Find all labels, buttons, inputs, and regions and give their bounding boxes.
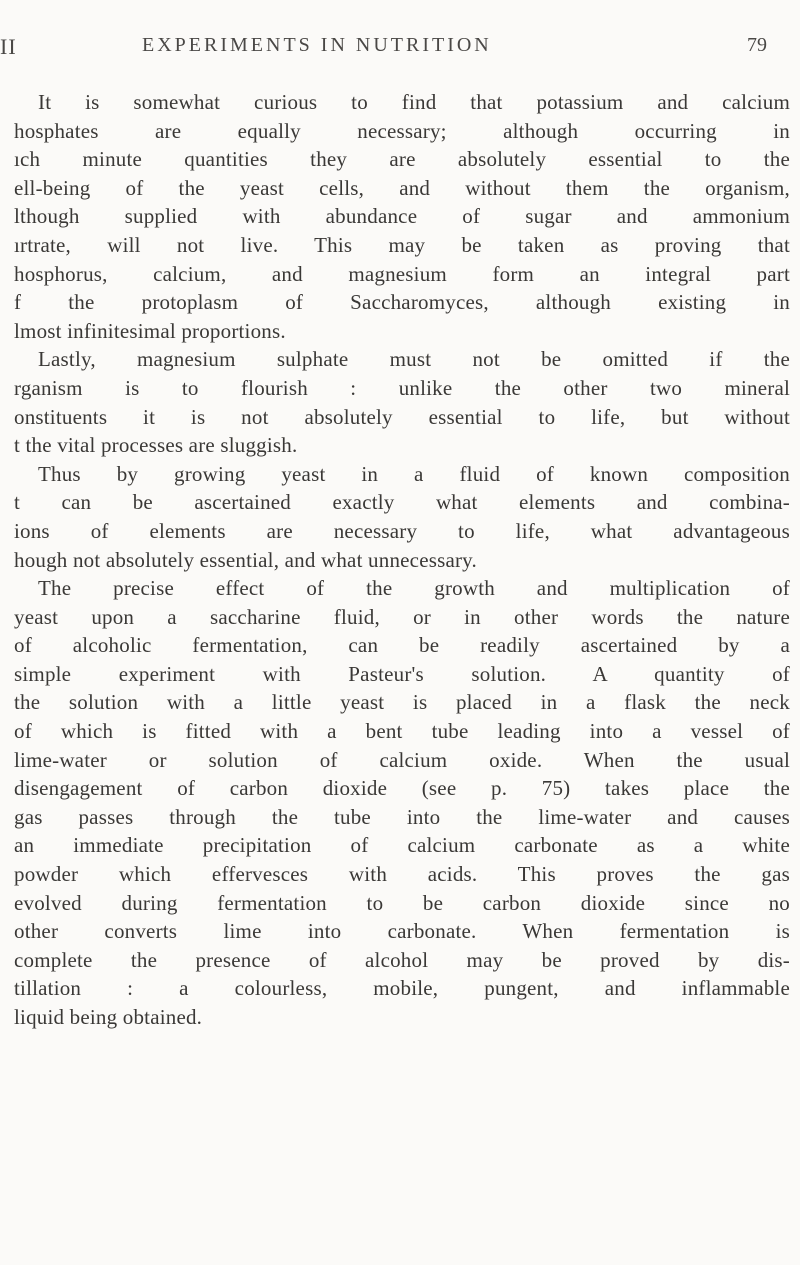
text-line: hosphorus, calcium, and magnesium form an integral part — [14, 261, 790, 286]
text-line: t the vital processes are sluggish. — [14, 433, 298, 458]
text-line: tillation : a colourless, mobile, pungent, and inflammable — [14, 976, 790, 1001]
text-line: hosphates are equally necessary; although occurring in — [14, 118, 790, 143]
text-line: the solution with a little yeast is placed in a flask the neck — [14, 690, 790, 715]
text-line: simple experiment with Pasteur's solution. A quantity of — [14, 661, 790, 686]
text-line: hough not absolutely essential, and what unnecessary. — [14, 547, 477, 572]
chapter-number: II — [0, 34, 17, 59]
text-line: lthough supplied with abundance of sugar and ammonium — [14, 204, 790, 229]
text-line: rganism is to flourish : unlike the other two mineral — [14, 375, 790, 400]
text-line: ıch minute quantities they are absolutely essential to the — [14, 147, 790, 172]
text-line: other converts lime into carbonate. When fermentation is — [14, 919, 790, 944]
text-line: lmost infinitesimal proportions. — [14, 318, 286, 343]
text-line: gas passes through the tube into the lime-water and causes — [14, 804, 790, 829]
text-line: of alcoholic fermentation, can be readily ascertained by a — [14, 633, 790, 658]
text-line: Thus by growing yeast in a fluid of known composition — [38, 461, 790, 486]
text-line: It is somewhat curious to find that potassium and calcium — [38, 90, 790, 114]
text-line: ırtrate, will not live. This may be taken as proving that — [14, 232, 790, 257]
text-line: The precise effect of the growth and multiplication of — [38, 576, 790, 601]
text-line: yeast upon a saccharine fluid, or in other words the nature — [14, 604, 790, 629]
text-line: an immediate precipitation of calcium carbonate as a white — [14, 833, 790, 858]
text-line: lime-water or solution of calcium oxide. When the usual — [14, 747, 790, 772]
text-line: t can be ascertained exactly what elements and combina- — [14, 490, 790, 515]
text-line: onstituents it is not absolutely essential to life, but without — [14, 404, 790, 429]
text-line: f the protoplasm of Saccharomyces, although existing in — [14, 290, 790, 315]
running-head: EXPERIMENTS IN NUTRITION — [142, 34, 492, 56]
text-line: evolved during fermentation to be carbon dioxide since no — [14, 890, 790, 915]
page-header — [0, 34, 800, 68]
text-line: disengagement of carbon dioxide (see p. 75) takes place the — [14, 776, 790, 801]
text-line: of which is fitted with a bent tube leading into a vessel of — [14, 719, 790, 744]
text-line: Lastly, magnesium sulphate must not be omitted if the — [38, 347, 790, 372]
body-text — [0, 88, 790, 1032]
text-line: complete the presence of alcohol may be proved by dis- — [14, 947, 790, 972]
text-line: ions of elements are necessary to life, what advantageous — [14, 518, 790, 543]
text-line: liquid being obtained. — [14, 1005, 203, 1029]
text-line: powder which effervesces with acids. This proves the gas — [14, 862, 790, 887]
page-number: 79 — [747, 34, 767, 56]
text-line: ell-being of the yeast cells, and without them the organism, — [14, 175, 790, 200]
